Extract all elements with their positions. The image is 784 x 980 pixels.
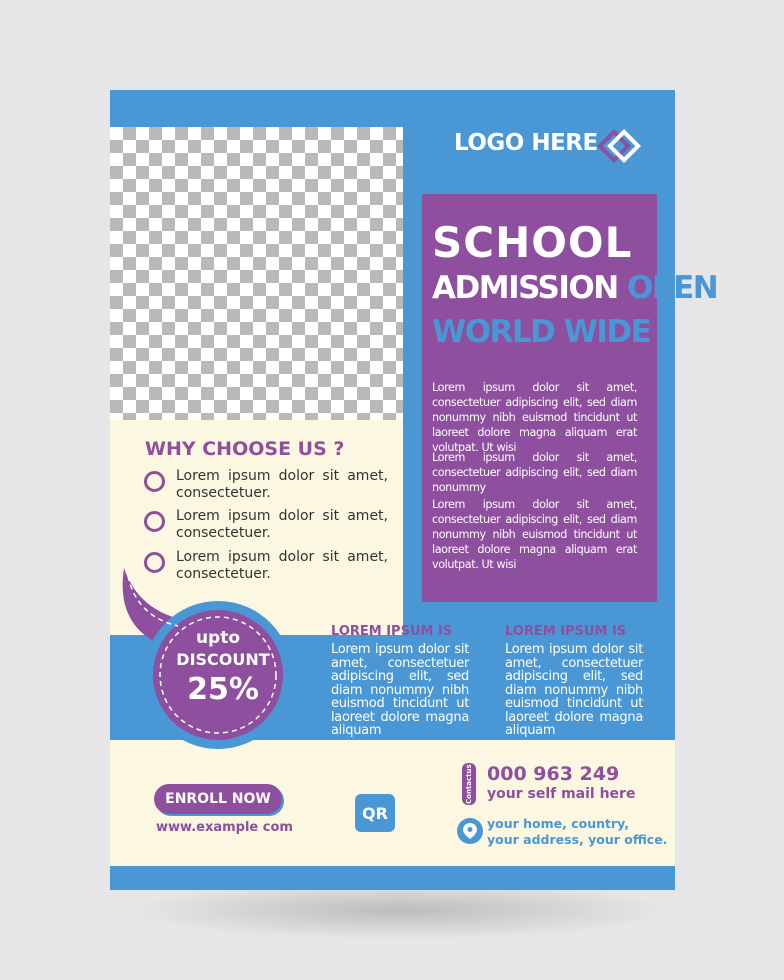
- why-choose-title: WHY CHOOSE US ?: [145, 438, 345, 460]
- address: [487, 816, 667, 848]
- address-line-2: your address, your office.: [487, 832, 668, 847]
- column-1-text: Lorem ipsum dolor sit amet, consectetuer adipiscing elit, sed diam nonummy nibh euismod tincidunt ut laoreet dolore magna aliquam: [331, 642, 469, 738]
- circle-bullet-icon: [144, 511, 165, 532]
- website-url[interactable]: www.example com: [156, 820, 293, 835]
- mail-text: your self mail here: [487, 786, 636, 802]
- panel-paragraph-1: Lorem ipsum dolor sit amet, consectetuer adipiscing elit, sed diam nonummy nibh euismod tincidunt ut laoreet dolore magna aliquam erat volutpat. Ut wisi: [432, 381, 637, 454]
- panel-paragraph-3: Lorem ipsum dolor sit amet, consectetuer adipiscing elit, sed diam nonummy nibh euismod tincidunt ut laoreet dolore magna aliquam erat volutpat. Ut wisi: [432, 498, 637, 571]
- discount-value: 25%: [187, 672, 259, 707]
- discount-label: DISCOUNT: [176, 650, 270, 669]
- column-2-heading: LOREM IPSUM IS: [505, 624, 627, 639]
- column-2-text: Lorem ipsum dolor sit amet, consectetuer adipiscing elit, sed diam nonummy nibh euismod tincidunt ut laoreet dolore magna aliquam: [505, 642, 643, 738]
- address-line-1: your home, country,: [487, 816, 630, 831]
- why-item-text: Lorem ipsum dolor sit amet, consectetuer.: [176, 468, 388, 501]
- headline-open: OPEN: [627, 270, 718, 306]
- contact-us-tag: Contactus: [462, 763, 476, 805]
- panel-paragraph-2: Lorem ipsum dolor sit amet, consectetuer adipiscing elit, sed diam nonummy: [432, 451, 637, 494]
- diamond-logo-icon: [598, 130, 642, 164]
- flyer: [110, 90, 718, 890]
- headline-world-wide: WORLD WIDE: [432, 314, 651, 350]
- headline-admission: [432, 270, 717, 306]
- logo-text: LOGO HERE: [454, 130, 598, 156]
- column-1-heading: LOREM IPSUM IS: [331, 624, 453, 639]
- location-pin-icon: [457, 818, 483, 844]
- why-item-text: Lorem ipsum dolor sit amet, consectetuer.: [176, 508, 388, 541]
- why-item-text: Lorem ipsum dolor sit amet, consectetuer.: [176, 549, 388, 582]
- headline-admission-main: ADMISSION: [432, 270, 618, 306]
- discount-upto: upto: [195, 628, 241, 648]
- qr-code: QR: [355, 794, 395, 832]
- circle-bullet-icon: [144, 471, 165, 492]
- headline-panel: [422, 194, 718, 602]
- headline-school: SCHOOL: [432, 218, 633, 267]
- photo-placeholder: [110, 127, 403, 420]
- phone-number: 000 963 249: [487, 763, 620, 785]
- enroll-now-button[interactable]: ENROLL NOW: [154, 784, 282, 814]
